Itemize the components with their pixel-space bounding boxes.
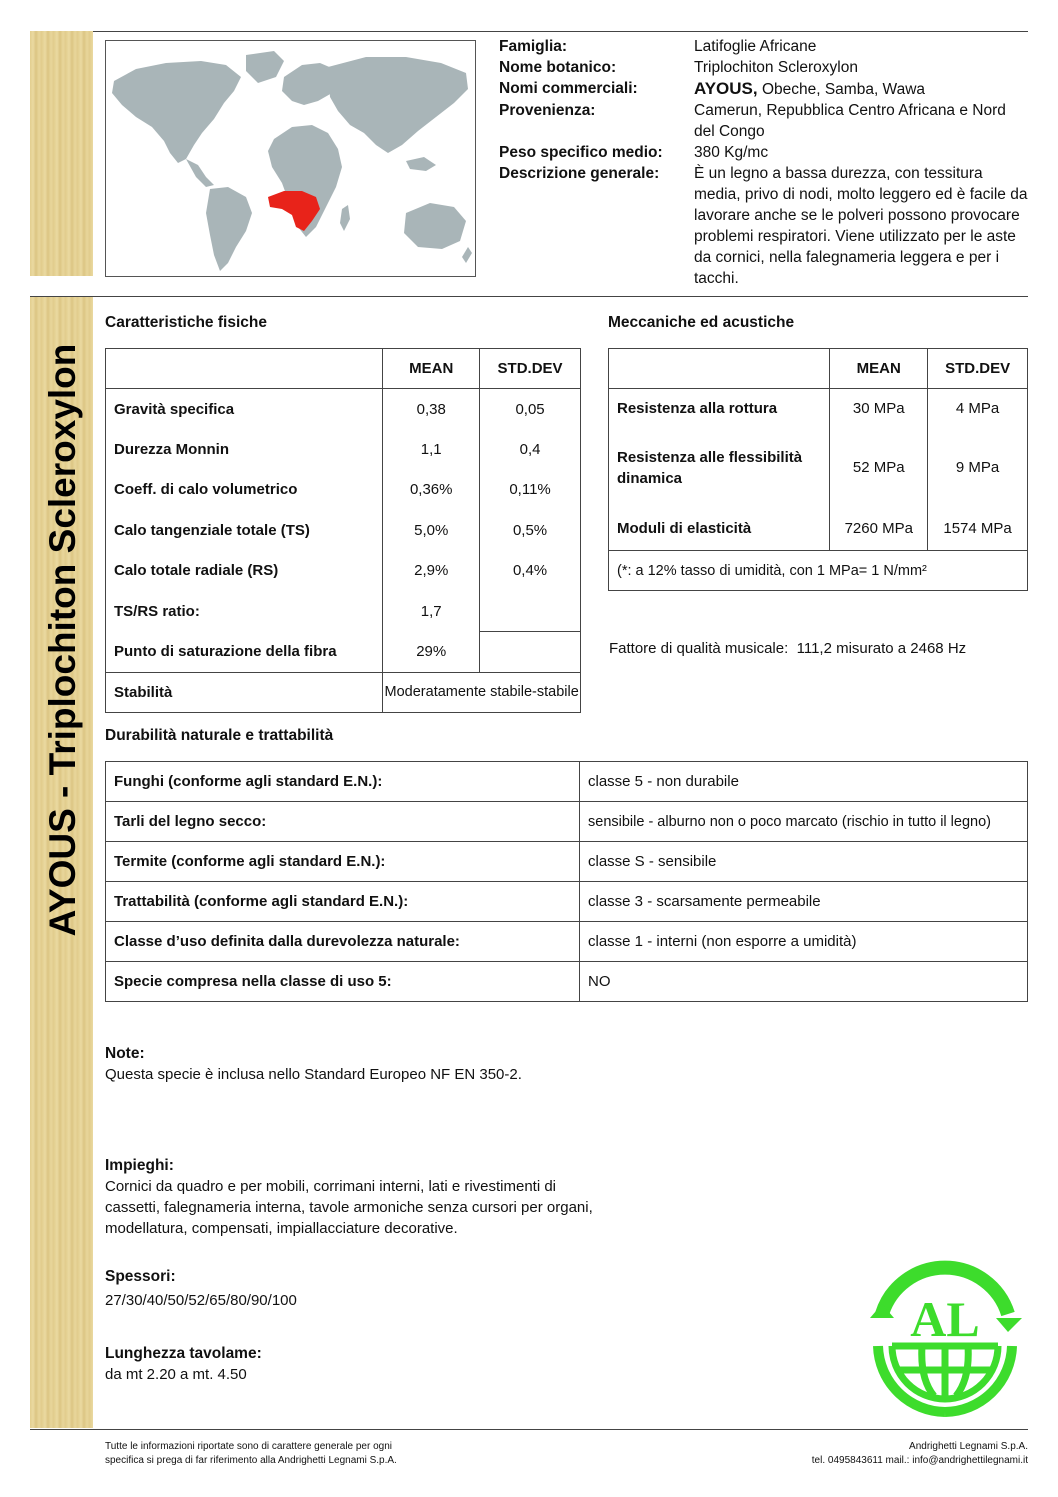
physical-row-label: Coeff. di calo volumetrico — [106, 470, 383, 511]
mechanical-note: (*: a 12% tasso di umidità, con 1 MPa= 1 N/mm² — [609, 551, 1028, 591]
durability-title: Durabilità naturale e trattabilità — [105, 727, 334, 744]
physical-row — [106, 389, 581, 430]
durability-row — [106, 882, 1028, 922]
durability-row-label: Specie compresa nella classe di uso 5: — [106, 962, 580, 1002]
note-block: Note: Questa specie è inclusa nello Standard Europeo NF EN 350-2. — [105, 1045, 522, 1083]
stabilita-label: Stabilità — [106, 672, 383, 712]
physical-row — [106, 551, 581, 592]
logo-text: AL — [910, 1291, 980, 1347]
mechanical-table: MEAN STD.DEV Resistenza alla rottura 30 MPa 4 MPa Resistenza alle flessibilità dinamica 52 MPa 9 MPa Moduli di elasticità 7260 MPa 1574 MPa (*: a 12% tasso di umidità, con 1 MPa= 1 N/mm² — [608, 348, 1028, 591]
mechanical-row-mean: 7260 MPa — [830, 507, 928, 551]
physical-row-mean: 1,1 — [383, 429, 480, 470]
physical-row-mean: 29% — [383, 632, 480, 673]
physical-row — [106, 470, 581, 511]
top-rule — [93, 31, 1028, 32]
physical-row-mean: 2,9% — [383, 551, 480, 592]
physical-row — [106, 632, 581, 673]
durability-row-label: Termite (conforme agli standard E.N.): — [106, 842, 580, 882]
physical-row-mean: 0,36% — [383, 470, 480, 511]
side-title: AYOUS - Triplochiton Scleroxylon — [42, 343, 83, 937]
physical-row-std: 0,4 — [480, 429, 581, 470]
footer-left: Tutte le informazioni riportate sono di carattere generale per ogni specifica si prega di far riferimento alla Andrighetti Legnami S.p.A. — [105, 1441, 397, 1466]
durability-row — [106, 762, 1028, 802]
durability-row — [106, 962, 1028, 1002]
durability-row — [106, 922, 1028, 962]
durability-row-label: Classe d’uso definita dalla durevolezza naturale: — [106, 922, 580, 962]
company-logo — [862, 1254, 1028, 1420]
durability-row-label: Funghi (conforme agli standard E.N.): — [106, 762, 580, 802]
mechanical-title: Meccaniche ed acustiche — [608, 314, 795, 331]
physical-row-std: 0,5% — [480, 510, 581, 551]
physical-row-std: 0,4% — [480, 551, 581, 592]
mechanical-row — [609, 507, 1028, 551]
musical-quality: Fattore di qualità musicale: 111,2 misurato a 2468 Hz — [609, 640, 967, 657]
mechanical-row-label: Resistenza alle flessibilità dinamica — [609, 429, 830, 507]
footer-right: Andrighetti Legnami S.p.A. tel. 0495843611 mail.: info@andrighettilegnami.it — [811, 1441, 1028, 1466]
physical-row-label: Calo totale radiale (RS) — [106, 551, 383, 592]
physical-row-std: 0,11% — [480, 470, 581, 511]
durability-row-value: classe 1 - interni (non esporre a umidità) — [580, 922, 1028, 962]
lunghezza-block: Lunghezza tavolame: da mt 2.20 a mt. 4.50 — [105, 1345, 262, 1383]
stabilita-value: Moderatamente stabile-stabile — [383, 672, 581, 712]
physical-row — [106, 510, 581, 551]
physical-row — [106, 591, 581, 632]
durability-row — [106, 842, 1028, 882]
mechanical-row-std: 1574 MPa — [928, 507, 1028, 551]
wood-strip-top — [30, 31, 93, 276]
durability-row-value: classe S - sensibile — [580, 842, 1028, 882]
mechanical-row — [609, 389, 1028, 429]
mechanical-row-std: 9 MPa — [928, 429, 1028, 507]
mechanical-row-std: 4 MPa — [928, 389, 1028, 429]
mechanical-row-label: Moduli di elasticità — [609, 507, 830, 551]
physical-row-std — [480, 591, 581, 632]
physical-row-mean: 5,0% — [383, 510, 480, 551]
physical-row — [106, 429, 581, 470]
mechanical-row — [609, 429, 1028, 507]
durability-row-value: sensibile - alburno non o poco marcato (rischio in tutto il legno) — [580, 802, 1028, 842]
physical-row-std — [480, 632, 581, 673]
durability-row-value: classe 3 - scarsamente permeabile — [580, 882, 1028, 922]
spessori-block: Spessori: 27/30/40/50/52/65/80/90/100 — [105, 1268, 297, 1309]
physical-row-label: Durezza Monnin — [106, 429, 383, 470]
physical-row-label: TS/RS ratio: — [106, 591, 383, 632]
physical-row-label: Calo tangenziale totale (TS) — [106, 510, 383, 551]
mechanical-row-label: Resistenza alla rottura — [609, 389, 830, 429]
durability-row-value: classe 5 - non durabile — [580, 762, 1028, 802]
info-block: Famiglia: Latifoglie Africane Nome botanico: Triplochiton Scleroxylon Nomi commerciali: AYOUS, Obeche, Samba, Wawa Provenienza: Camerun, Repubblica Centro Africana e Nord del Congo Peso specifico medio: 380 Kg/mc Descrizione generale: È un legno a bassa durezza, con tessitura media, privo di nodi, molto leggero ed è facile da lavorare anche se le polveri possono provocare problemi respiratori. Viene utilizzato per le aste da cornici, nella falegnameria leggera e per i tacchi. — [499, 38, 1028, 287]
header-rule — [30, 296, 1028, 297]
durability-row-label: Trattabilità (conforme agli standard E.N.): — [106, 882, 580, 922]
impieghi-block: Impieghi: Cornici da quadro e per mobili, corrimani interni, lati e rivestimenti di cassetti, falegnameria interna, tavole armoniche senza cursori per organi, modellatura, compensati, impiallacciature decorative. — [105, 1157, 593, 1237]
physical-row-label: Gravità specifica — [106, 389, 383, 430]
durability-row — [106, 802, 1028, 842]
physical-title: Caratteristiche fisiche — [105, 314, 267, 331]
physical-row-mean: 1,7 — [383, 591, 480, 632]
durability-row-label: Tarli del legno secco: — [106, 802, 580, 842]
physical-row-label: Punto di saturazione della fibra — [106, 632, 383, 673]
durability-row-value: NO — [580, 962, 1028, 1002]
mechanical-row-mean: 30 MPa — [830, 389, 928, 429]
physical-row-std: 0,05 — [480, 389, 581, 430]
footer-rule — [30, 1429, 1028, 1430]
physical-table: MEAN STD.DEV Gravità specifica 0,38 0,05 Durezza Monnin 1,1 0,4 Coeff. di calo volumetrico 0,36% 0,11% Calo tangenziale totale (TS) 5,0% 0,5% Calo totale radiale (RS) 2,9% 0,4% TS/RS ratio: 1,7 Punto di saturazione della fibra 29% Stabilità Moderatamente stabile-stabile — [105, 348, 581, 713]
mechanical-row-mean: 52 MPa — [830, 429, 928, 507]
world-map — [105, 40, 476, 277]
physical-row-mean: 0,38 — [383, 389, 480, 430]
durability-table — [105, 761, 1028, 1002]
